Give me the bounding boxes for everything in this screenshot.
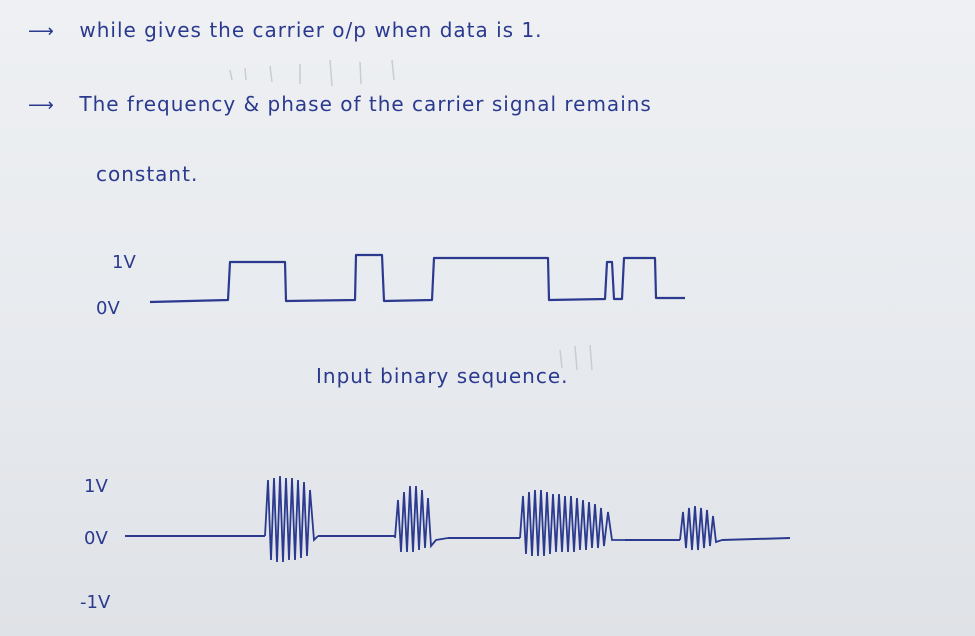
arrow-icon: ⟶: [28, 95, 55, 116]
input-high-label: 1V: [112, 252, 136, 273]
ask-burst-4: [680, 506, 722, 550]
note-line-3-text: constant.: [96, 162, 199, 186]
input-low-label: 0V: [96, 298, 120, 319]
ask-burst-2: [395, 486, 448, 552]
input-caption: Input binary sequence.: [316, 364, 569, 388]
ask-burst-3: [520, 490, 625, 556]
ask-positive-label: 1V: [84, 476, 108, 497]
arrow-icon: ⟶: [28, 21, 55, 42]
ask-zero-label: 0V: [84, 528, 108, 549]
input-binary-waveform: [150, 255, 685, 302]
ask-burst-1: [265, 476, 318, 562]
note-line-1-text: while gives the carrier o/p when data is 1.: [79, 18, 543, 42]
note-line-2-text: The frequency & phase of the carrier signal remains: [79, 92, 652, 116]
ask-negative-label: -1V: [80, 592, 111, 613]
faint-bleed-marks: [230, 60, 592, 370]
